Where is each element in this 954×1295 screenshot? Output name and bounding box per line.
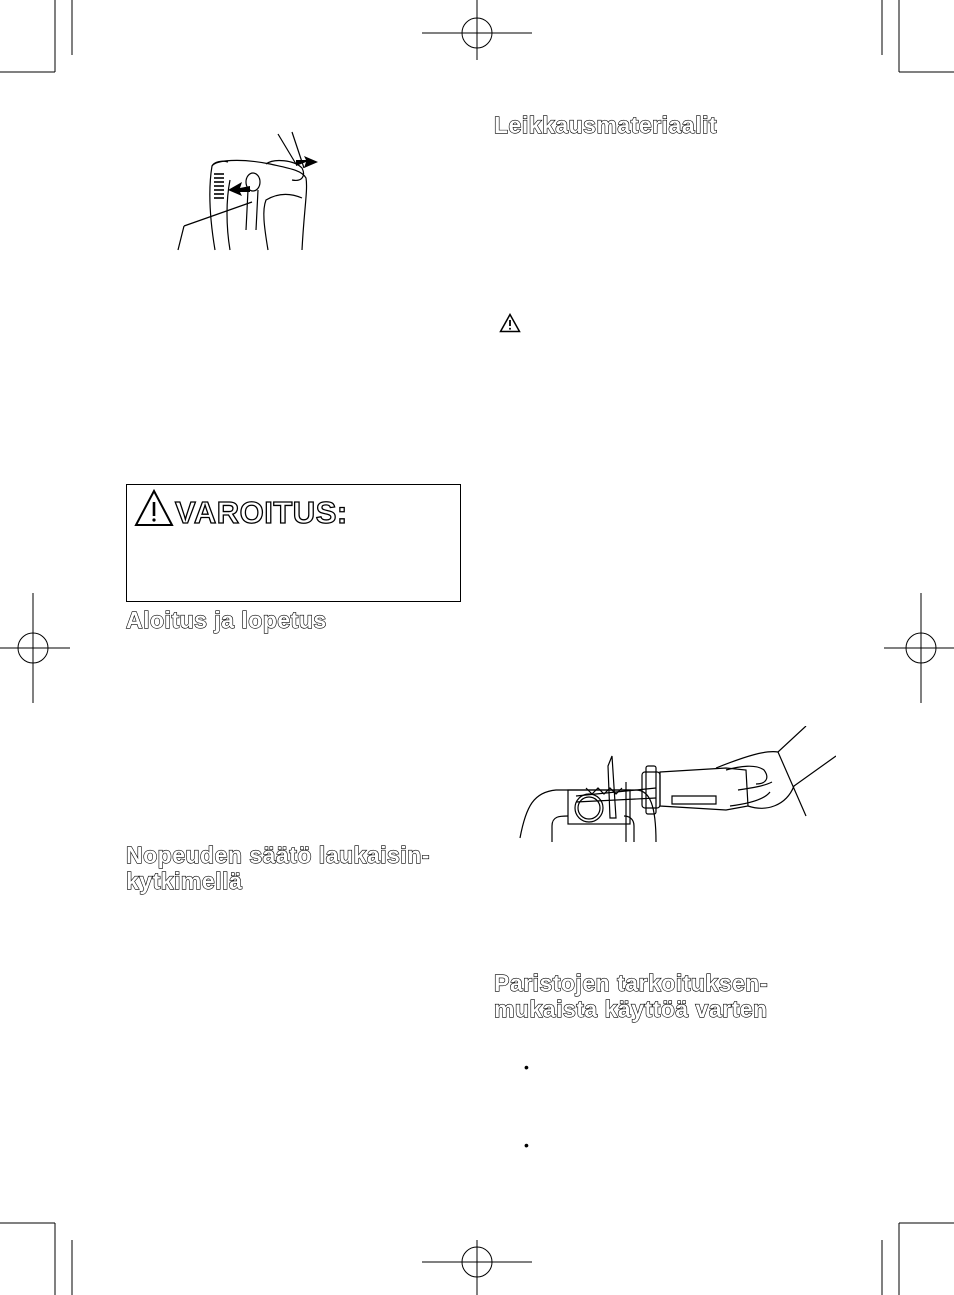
heading-paristojen bbox=[494, 970, 834, 1022]
bullet-1: • bbox=[524, 1059, 529, 1075]
heading-nopeuden-line1: Nopeuden säätö laukaisin- bbox=[126, 842, 430, 868]
saw-cutting-illustration bbox=[516, 726, 836, 846]
heading-aloitus-ja-lopetus: Aloitus ja lopetus bbox=[126, 607, 327, 633]
warning-title: VAROITUS: bbox=[175, 495, 348, 530]
handle-lock-illustration bbox=[170, 130, 320, 252]
heading-leikkausmateriaalit: Leikkausmateriaalit bbox=[494, 112, 718, 138]
heading-nopeuden-line2: kytkimellä bbox=[126, 868, 243, 894]
bullet-2: • bbox=[524, 1137, 529, 1153]
heading-paristojen-line2: mukaista käyttöä varten bbox=[494, 996, 768, 1022]
warning-triangle-icon bbox=[133, 488, 175, 528]
warning-box bbox=[126, 484, 461, 602]
heading-nopeuden-saato bbox=[126, 842, 466, 894]
heading-paristojen-line1: Paristojen tarkoituksen- bbox=[494, 970, 769, 996]
warning-triangle-icon bbox=[499, 313, 521, 333]
